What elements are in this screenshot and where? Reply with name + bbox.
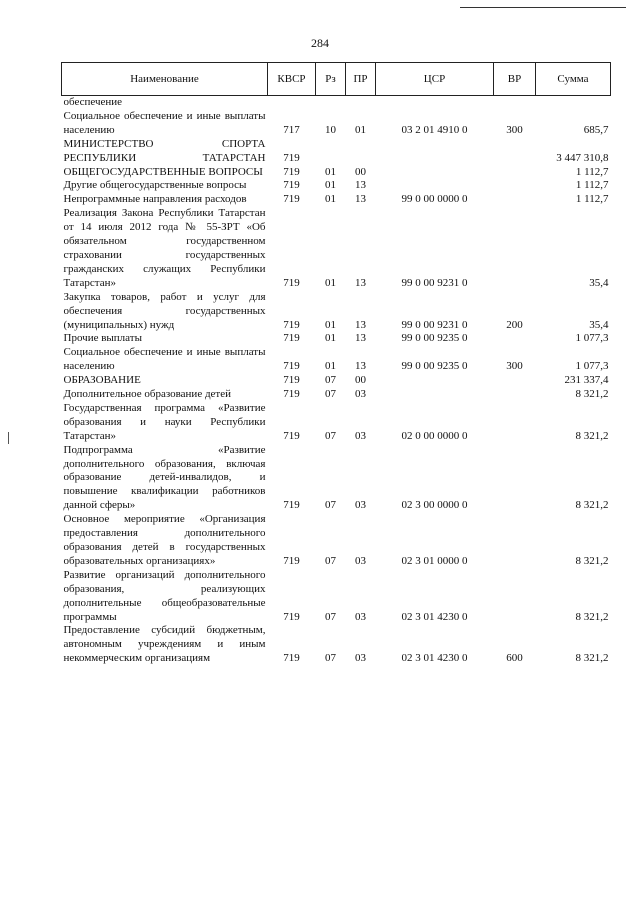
row-kvsr: 719 bbox=[283, 332, 300, 345]
row-vr: 300 bbox=[506, 123, 523, 136]
row-rz: 01 bbox=[325, 193, 336, 206]
row-csr: 02 3 01 4230 0 bbox=[401, 610, 468, 623]
row-sum: 8 321,2 bbox=[575, 610, 609, 623]
table-row bbox=[62, 138, 611, 166]
row-kvsr: 719 bbox=[283, 374, 300, 387]
row-pr bbox=[346, 138, 376, 166]
row-vr bbox=[494, 332, 536, 346]
budget-table bbox=[61, 62, 611, 666]
row-csr bbox=[376, 138, 494, 166]
row-kvsr: 719 bbox=[283, 610, 300, 623]
row-name: Реализация Закона Республики Татарстан от 14 июля 2012 года № 55-ЗРТ «Об обязательном государственном страховании государственных гражданских служащих Республики Татарстан» bbox=[63, 207, 266, 289]
row-rz: 10 bbox=[325, 123, 336, 136]
row-rz: 07 bbox=[325, 374, 336, 387]
row-rz: 01 bbox=[325, 179, 336, 192]
header-name: Наименование bbox=[62, 63, 268, 96]
row-kvsr: 719 bbox=[283, 554, 300, 567]
row-rz: 01 bbox=[325, 318, 336, 331]
table-row bbox=[62, 166, 611, 180]
row-rz: 07 bbox=[325, 499, 336, 512]
row-rz: 01 bbox=[325, 276, 336, 289]
row-pr: 03 bbox=[355, 610, 366, 623]
row-kvsr: 719 bbox=[283, 193, 300, 206]
row-vr bbox=[494, 96, 536, 110]
row-csr bbox=[376, 388, 494, 402]
row-name: Прочие выплаты bbox=[63, 332, 142, 345]
row-sum: 8 321,2 bbox=[575, 499, 609, 512]
row-rz: 01 bbox=[325, 332, 336, 345]
row-vr: 600 bbox=[506, 652, 523, 665]
row-sum: 3 447 310,8 bbox=[556, 151, 609, 164]
row-csr bbox=[376, 374, 494, 388]
row-name: Государственная программа «Развитие образования и науки Республики Татарстан» bbox=[63, 401, 266, 442]
row-sum: 685,7 bbox=[583, 123, 609, 136]
row-name: ОБЩЕГОСУДАРСТВЕННЫЕ ВОПРОСЫ bbox=[63, 165, 263, 178]
row-kvsr: 719 bbox=[283, 165, 300, 178]
row-sum: 1 112,7 bbox=[575, 179, 609, 192]
row-pr: 13 bbox=[355, 193, 366, 206]
row-vr bbox=[494, 179, 536, 193]
scan-edge-line bbox=[460, 7, 626, 8]
row-name: Социальное обеспечение и иные выплаты населению bbox=[63, 346, 266, 373]
row-sum: 1 077,3 bbox=[575, 332, 609, 345]
row-vr bbox=[494, 569, 536, 625]
row-csr bbox=[376, 96, 494, 110]
header-pr: ПР bbox=[346, 63, 376, 96]
row-name: Непрограммные направления расходов bbox=[63, 193, 247, 206]
table-row bbox=[62, 332, 611, 346]
row-pr: 13 bbox=[355, 360, 366, 373]
row-vr bbox=[494, 207, 536, 290]
row-rz: 07 bbox=[325, 429, 336, 442]
header-vr: ВР bbox=[494, 63, 536, 96]
row-csr: 99 0 00 9235 0 bbox=[401, 360, 468, 373]
row-name: МИНИСТЕРСТВО СПОРТА РЕСПУБЛИКИ ТАТАРСТАН bbox=[63, 137, 266, 164]
row-kvsr: 719 bbox=[283, 360, 300, 373]
row-kvsr: 719 bbox=[283, 276, 300, 289]
row-csr bbox=[376, 179, 494, 193]
row-sum: 231 337,4 bbox=[564, 374, 609, 387]
row-kvsr: 717 bbox=[283, 123, 300, 136]
row-vr bbox=[494, 388, 536, 402]
scan-margin-mark bbox=[8, 432, 9, 444]
row-sum: 35,4 bbox=[589, 276, 609, 289]
table-row bbox=[62, 346, 611, 374]
row-sum: 1 112,7 bbox=[575, 193, 609, 206]
row-kvsr: 719 bbox=[283, 652, 300, 665]
row-csr: 99 0 00 9231 0 bbox=[401, 318, 468, 331]
header-kvsr: КВСР bbox=[268, 63, 316, 96]
row-name: Социальное обеспечение и иные выплаты населению bbox=[63, 109, 266, 136]
table-row bbox=[62, 96, 611, 110]
table-row bbox=[62, 110, 611, 138]
row-kvsr: 719 bbox=[283, 318, 300, 331]
row-kvsr: 719 bbox=[283, 151, 300, 164]
row-pr: 03 bbox=[355, 499, 366, 512]
page-number: 284 bbox=[311, 36, 329, 50]
row-pr: 13 bbox=[355, 179, 366, 192]
row-csr bbox=[376, 166, 494, 180]
row-sum: 1 077,3 bbox=[575, 360, 609, 373]
row-sum: 8 321,2 bbox=[575, 429, 609, 442]
row-vr: 200 bbox=[506, 318, 523, 331]
row-rz: 07 bbox=[325, 388, 336, 401]
header-sum: Сумма bbox=[536, 63, 611, 96]
row-csr: 02 3 01 0000 0 bbox=[401, 554, 468, 567]
row-rz bbox=[316, 96, 346, 110]
row-name: Закупка товаров, работ и услуг для обеспечения государственных (муниципальных) нужд bbox=[63, 290, 266, 331]
row-csr: 99 0 00 0000 0 bbox=[401, 193, 468, 206]
row-pr: 03 bbox=[355, 388, 366, 401]
row-sum: 8 321,2 bbox=[575, 652, 609, 665]
row-vr: 300 bbox=[506, 360, 523, 373]
row-vr bbox=[494, 138, 536, 166]
row-sum: 8 321,2 bbox=[575, 388, 609, 401]
row-vr bbox=[494, 402, 536, 444]
table-row bbox=[62, 513, 611, 569]
row-pr: 03 bbox=[355, 652, 366, 665]
table-row bbox=[62, 193, 611, 207]
row-name: Предоставление субсидий бюджетным, автономным учреждениям и иным некоммерческим организациям bbox=[63, 624, 266, 665]
table-row bbox=[62, 402, 611, 444]
row-sum: 8 321,2 bbox=[575, 554, 609, 567]
row-csr: 03 2 01 4910 0 bbox=[401, 123, 468, 136]
row-kvsr bbox=[268, 96, 316, 110]
row-kvsr: 719 bbox=[283, 179, 300, 192]
row-kvsr: 719 bbox=[283, 388, 300, 401]
row-name: Другие общегосударственные вопросы bbox=[63, 179, 247, 192]
row-pr bbox=[346, 96, 376, 110]
row-csr: 99 0 00 9231 0 bbox=[401, 276, 468, 289]
row-pr: 13 bbox=[355, 318, 366, 331]
row-pr: 00 bbox=[355, 374, 366, 387]
row-name: ОБРАЗОВАНИЕ bbox=[63, 374, 141, 387]
row-rz: 07 bbox=[325, 554, 336, 567]
table-row bbox=[62, 624, 611, 666]
table-row bbox=[62, 569, 611, 625]
row-pr: 13 bbox=[355, 332, 366, 345]
row-name: Основное мероприятие «Организация предоставления дополнительного образования детей в государственных образовательных организациях» bbox=[63, 513, 266, 567]
row-vr bbox=[494, 193, 536, 207]
row-name: Развитие организаций дополнительного образования, реализующих дополнительные общеобразовательные программы bbox=[63, 568, 266, 623]
table-row bbox=[62, 207, 611, 290]
row-vr bbox=[494, 444, 536, 514]
row-pr: 01 bbox=[355, 123, 366, 136]
row-kvsr: 719 bbox=[283, 429, 300, 442]
row-vr bbox=[494, 166, 536, 180]
header-rz: Рз bbox=[316, 63, 346, 96]
row-sum: 1 112,7 bbox=[575, 165, 609, 178]
row-rz bbox=[316, 138, 346, 166]
row-kvsr: 719 bbox=[283, 499, 300, 512]
row-csr: 02 0 00 0000 0 bbox=[401, 429, 468, 442]
table-row bbox=[62, 179, 611, 193]
row-rz: 01 bbox=[325, 360, 336, 373]
row-sum bbox=[536, 96, 611, 110]
row-pr: 03 bbox=[355, 429, 366, 442]
row-name: обеспечение bbox=[63, 96, 123, 108]
row-pr: 13 bbox=[355, 276, 366, 289]
row-rz: 01 bbox=[325, 165, 336, 178]
row-name: Подпрограмма «Развитие дополнительного образования, включая образование детей-инвалидов, и повышение квалификации работников данной сферы» bbox=[63, 443, 266, 512]
row-rz: 07 bbox=[325, 610, 336, 623]
row-pr: 00 bbox=[355, 165, 366, 178]
row-rz: 07 bbox=[325, 652, 336, 665]
row-pr: 03 bbox=[355, 554, 366, 567]
row-csr: 99 0 00 9235 0 bbox=[401, 332, 468, 345]
row-sum: 35,4 bbox=[589, 318, 609, 331]
row-csr: 02 3 00 0000 0 bbox=[401, 499, 468, 512]
table-header-row bbox=[62, 63, 611, 96]
header-csr: ЦСР bbox=[376, 63, 494, 96]
table-row bbox=[62, 291, 611, 333]
row-vr bbox=[494, 374, 536, 388]
row-csr: 02 3 01 4230 0 bbox=[401, 652, 468, 665]
row-vr bbox=[494, 513, 536, 569]
table-row bbox=[62, 444, 611, 514]
table-row bbox=[62, 388, 611, 402]
row-name: Дополнительное образование детей bbox=[63, 388, 232, 401]
table-row bbox=[62, 374, 611, 388]
